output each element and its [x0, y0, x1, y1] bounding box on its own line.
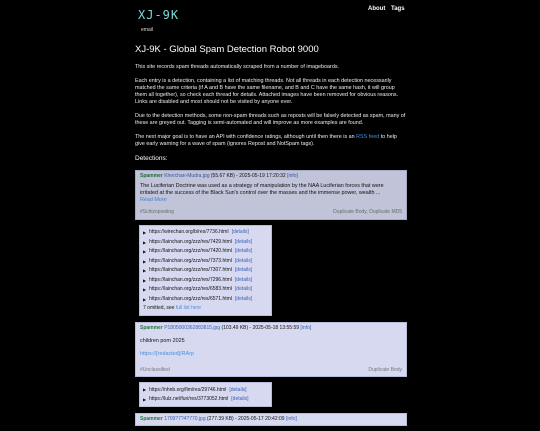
- triangle-right-icon[interactable]: ▶: [143, 258, 147, 264]
- detection-reason: Duplicate Body, Duplicate MD5: [333, 209, 402, 216]
- list-item: ▶ https://lainchan.org/zzz/res/6571.html [details]: [143, 295, 253, 302]
- rss-feed-link[interactable]: RSS feed: [356, 134, 380, 141]
- thread-list: [139, 225, 272, 316]
- post-body: [136, 333, 406, 360]
- omitted-note: 7 omitted, see full list here: [143, 305, 202, 312]
- post-filename: Kherchan-Mudra.jpg: [164, 172, 210, 179]
- details-link[interactable]: [details]: [234, 286, 253, 293]
- details-link[interactable]: [details]: [231, 229, 249, 236]
- thread-list: [139, 382, 272, 407]
- page-title: XJ-9K - Global Spam Detection Robot 9000: [135, 44, 319, 55]
- triangle-right-icon[interactable]: ▶: [143, 239, 147, 245]
- info-link[interactable]: [info]: [285, 416, 297, 422]
- post-meta-text: (55.67 KB) - 2025-05-19 17:20:32: [210, 172, 286, 179]
- post-body-text: children porn 2025: [140, 338, 185, 345]
- post-tag[interactable]: #Schizoposting: [140, 209, 174, 216]
- api-note: The next major goal is to have an API with confidence ratings, although until then there is an RSS feed to help give early warning for a wave of spam (ignores Repost and NotSpam tags).: [135, 134, 397, 148]
- detection-reason: Duplicate Body: [368, 366, 402, 373]
- spammer-label: Spammer: [140, 324, 163, 331]
- site-logo[interactable]: XJ-9K: [138, 8, 180, 22]
- redacted-link[interactable]: https://[redacted]/RArp: [140, 351, 194, 358]
- details-link[interactable]: [details]: [234, 238, 253, 245]
- triangle-right-icon[interactable]: ▶: [143, 277, 147, 283]
- details-link[interactable]: [details]: [234, 267, 253, 274]
- list-item: ▶ https://lainchan.org/zzz/res/7429.html [details]: [143, 238, 253, 245]
- read-more-link[interactable]: Read More: [140, 197, 167, 204]
- intro-paragraph: This site records spam threads automatically scraped from a number of imageboards.: [135, 64, 340, 71]
- nav-about-link[interactable]: About: [368, 6, 386, 12]
- post-meta: [136, 323, 406, 334]
- false-positive-note: Due to the detection methods, some non-spam threads such as reposts will be falsely detected as spam, many of these are greyed out. Tagging is semi-automated and will improve as more examples are found.: [135, 113, 406, 127]
- triangle-right-icon[interactable]: ▶: [143, 268, 147, 274]
- list-item: ▶ https://lainchan.org/zzz/res/7296.html [details]: [143, 276, 253, 283]
- post-footer: [136, 361, 406, 377]
- detection-card: [135, 170, 407, 220]
- details-link[interactable]: [details]: [234, 248, 253, 255]
- info-link[interactable]: [info]: [300, 324, 312, 331]
- post-footer: [136, 206, 406, 219]
- post-meta-text: (277.39 KB) - 2025-05-17 20:42:09: [207, 416, 285, 422]
- post-tag[interactable]: #Unclassified: [140, 366, 170, 373]
- list-item: ▶ https://lainchan.org/zzz/res/6583.html [details]: [143, 286, 253, 293]
- list-item: ▶ https://nhnb.org/fim/res/29746.html [details]: [143, 386, 247, 393]
- list-item: ▶ https://lainchan.org/zzz/res/7307.html [details]: [143, 267, 253, 274]
- detections-heading: Detections:: [135, 155, 168, 163]
- details-link[interactable]: [details]: [234, 295, 253, 302]
- details-link[interactable]: [details]: [229, 386, 247, 393]
- list-item: ▶ https://wirechan.org/b/res/7736.html [details]: [143, 229, 249, 236]
- post-body-text: The Luciferian Doctrine was used as a strategy of manipulation by the NAA Luciferian forces that were irritated at the success of the Black Sun's control over the masses and the immense power, wealth ...: [140, 183, 384, 197]
- details-link[interactable]: [details]: [234, 257, 253, 264]
- triangle-right-icon[interactable]: ▶: [143, 249, 147, 255]
- spammer-label: Spammer: [140, 416, 163, 422]
- triangle-right-icon[interactable]: ▶: [143, 396, 147, 402]
- top-nav: [368, 6, 409, 14]
- site-header: [0, 0, 540, 40]
- post-meta: [136, 414, 406, 425]
- details-link[interactable]: [details]: [234, 276, 253, 283]
- info-link[interactable]: [info]: [287, 172, 298, 179]
- list-item: ▶ https://lainchan.org/zzz/res/7373.html [details]: [143, 257, 253, 264]
- spammer-label: Spammer: [140, 172, 163, 179]
- triangle-right-icon[interactable]: ▶: [143, 387, 147, 393]
- post-meta: [136, 171, 406, 182]
- triangle-right-icon[interactable]: ▶: [143, 296, 147, 302]
- main-content: [135, 44, 407, 431]
- full-list-link[interactable]: full list here: [175, 305, 202, 312]
- post-body: [136, 181, 406, 206]
- post-meta-text: (103.49 KB) - 2025-05-18 13:55:59: [221, 324, 300, 331]
- list-item: ▶ https://lainchan.org/zzz/res/7420.html [details]: [143, 248, 253, 255]
- post-filename: P1805000362883815.jpg: [164, 324, 221, 331]
- triangle-right-icon[interactable]: ▶: [143, 287, 147, 293]
- list-item: ▶ https://lulz.net/furi/res/3773052.html [details]: [143, 396, 249, 402]
- details-link[interactable]: [details]: [231, 396, 249, 402]
- detection-card: [135, 413, 407, 426]
- email-link[interactable]: email: [141, 27, 153, 33]
- triangle-right-icon[interactable]: ▶: [143, 230, 147, 236]
- post-filename: 1709?7?4?770.jpg: [164, 416, 206, 422]
- detection-card: [135, 322, 407, 377]
- detection-explanation: Each entry is a detection, containing a list of matching threads. Not all threads in each detection necessarily matched the same criteria (if A and B have the same filename, and B and C have the same hash, it will group them all together), so check each thread for details. Attached images have been removed for obvious reasons. Links are disabled and most should not be visited by anyone ever.: [135, 78, 399, 106]
- nav-tags-link[interactable]: Tags: [391, 6, 405, 12]
